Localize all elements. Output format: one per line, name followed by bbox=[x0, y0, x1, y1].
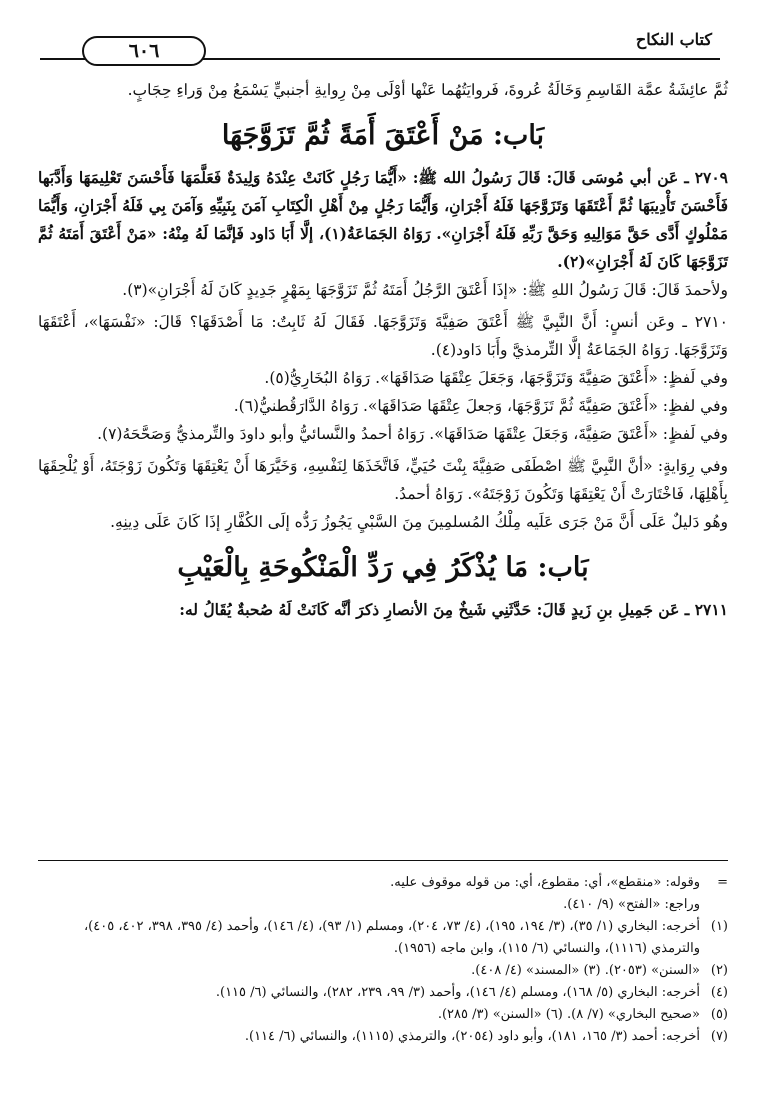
footnote-text: أخرجه: البخاري (١/ ٣٥)، (٣/ ١٩٤، ١٩٥)، (٤/ ٧٣، ٢٠٤)، ومسلم (١/ ٩٣)، (٤/ ١٤٦)، وأحمد (٤/ ٣٩٥، ٣٩٨، ٤٠٢، ٤٠٥)، والترمذي (١١١٦)، والنسائي (٦/ ١١٥)، وابن ماجه (١٩٥٦). bbox=[83, 919, 700, 956]
variant-wording-2: وفي لفظٍ: «أَعْتَقَ صَفِيَّةَ ثُمَّ تَزَوَّجَهَا، وَجعلَ عِتْقَهَا صَدَاقَهَا». رَوَاهُ الدَّارَقُطنيُّ(٦). bbox=[233, 397, 728, 415]
footnote-text: أخرجه: أحمد (٣/ ١٦٥، ١٨١)، وأبو داود (٢٠٥٤)، والترمذي (١١١٥)، والنسائي (٦/ ١١٤). bbox=[244, 1029, 700, 1044]
hadith-2710: ٢٧١٠ ـ وعَن أنسٍ: أَنَّ النَّبِيَّ ﷺ أَعْتَقَ صَفِيَّةَ وَتَزَوَّجَهَا. فَقَالَ لَهُ ثَابِتٌ: مَا أَصْدَقَهَا؟ قَالَ: «نَفْسَهَا»، أَعْتَقَهَا وَتَزَوَّجَهَا. رَوَاهُ الجَمَاعَةُ إلَّا التِّرمذيَّ وأَبَا دَاود(٤). bbox=[38, 313, 728, 359]
footnote bbox=[38, 894, 728, 916]
intro-paragraph: ثُمَّ عائِشَةُ عمَّة القَاسِمِ وَخَالَةُ عُروةَ، فَروايَتُهُما عَنْها أوْلَى مِنْ رِوايةِ أجنبيٍّ يَسْمَعُ مِنْ وَراءِ حِجَابٍ. bbox=[127, 81, 728, 99]
footnote-number: (٤) bbox=[710, 985, 728, 1000]
footnote bbox=[38, 872, 728, 894]
footnote-number: (٥) bbox=[710, 1007, 728, 1022]
footnote-text: «صحيح البخاري» (٧/ ٨). (٦) «السنن» (٣/ ٢٨٥). bbox=[437, 1007, 700, 1022]
footnote-number bbox=[700, 894, 728, 916]
footnote-text: «السنن» (٢٠٥٣). (٣) «المسند» (٤/ ٤٠٨). bbox=[471, 963, 700, 978]
footnote-separator bbox=[38, 860, 728, 861]
footnote-number: (٢) bbox=[710, 963, 728, 978]
main-text bbox=[38, 76, 728, 624]
footnote bbox=[38, 982, 728, 1004]
chapter-heading: بَاب: مَنْ أَعْتَقَ أَمَةً ثُمَّ تَزَوَّجَهَا bbox=[221, 120, 545, 151]
footnote bbox=[38, 960, 728, 982]
footnote-text: أخرجه: البخاري (٥/ ١٦٨)، ومسلم (٤/ ١٤٦)، وأحمد (٣/ ٩٩، ٢٣٩، ٢٨٢)، والنسائي (٦/ ١١٥). bbox=[215, 985, 700, 1000]
footnote bbox=[38, 916, 728, 960]
footnote-number: = bbox=[717, 875, 728, 890]
chapter-heading: بَاب: مَا يُذْكَرُ فِي رَدِّ الْمَنْكُوحَةِ بِالْعَيْبِ bbox=[177, 552, 589, 583]
footnote-number: (٧) bbox=[710, 1029, 728, 1044]
book-title: كتاب النكاح bbox=[635, 30, 712, 49]
footnote-text: وراجع: «الفتح» (٩/ ٤١٠). bbox=[563, 897, 700, 912]
footnote-text: وقوله: «منقطع»، أي: مقطوع، أي: من قوله موقوف عليه. bbox=[390, 875, 700, 890]
page-number: ٦٠٦ bbox=[82, 36, 206, 66]
page-header bbox=[40, 28, 720, 68]
ahmad-paragraph: ولأحمدَ قَالَ: قَالَ رَسُولُ اللهِ ﷺ: «إذَا أَعْتَقَ الرَّجُلُ أَمَتَهُ ثُمَّ تَزَوَّجَهَا بِمَهْرٍ جَدِيدٍ كَانَ لَهُ أَجْرَانِ»(٣). bbox=[122, 281, 728, 299]
footnotes bbox=[38, 872, 728, 1048]
footnote bbox=[38, 1004, 728, 1026]
footnote bbox=[38, 1026, 728, 1048]
evidence-paragraph: وهُو دَليلٌ عَلَى أَنَّ مَنْ جَرَى عَلَيه مِلْكُ المُسلمِينَ مِنَ السَّبْيِ يَجُوزُ رَدُّه إلَى الكُفَّارِ إذَا كَانَ عَلَى دِينِهِ. bbox=[110, 513, 728, 531]
narration-paragraph: وفي رِوَايةٍ: «أنَّ النَّبِيَّ ﷺ اصْطَفَى صَفِيَّةَ بِنْتَ حُيَيٍّ، فَاتَّخَذَهَا لِنَفْسِهِ، وَخَيَّرَهَا أَنْ يَعْتِقَهَا وَتَكُونَ زَوْجَتَهُ، أَوْ يُلْحِقَهَا بِأَهْلِهَا، فَاخْتَارَتْ أَنْ يَعْتِقَهَا وَتَكُونَ زَوْجَتَهُ». رَوَاهُ أحمدُ. bbox=[38, 457, 728, 503]
variant-wording-3: وفي لَفظٍ: «أَعْتَقَ صَفِيَّةَ، وَجَعَلَ عِتْقَهَا صَدَاقَهَا». رَوَاهُ أحمدُ والنَّسائيُّ وأبو داودَ والتِّرمذيُّ وَصَحَّحَهُ(٧). bbox=[97, 425, 728, 443]
variant-wording-1: وفي لَفظٍ: «أَعْتَقَ صَفِيَّةَ وَتَزَوَّجَهَا، وَجَعَلَ عِتْقَهَا صَدَاقَهَا». رَوَاهُ البُخَارِيُّ(٥). bbox=[264, 369, 728, 387]
hadith-2711: ٢٧١١ ـ عَن جَمِيلِ بنِ زَيدٍ قَالَ: حَدَّثَنِي شَيخٌ مِنَ الأنصارِ ذكرَ أنَّه كَانَتْ لَهُ صُحبةٌ يُقَالُ له: bbox=[179, 600, 728, 619]
hadith-2709: ٢٧٠٩ ـ عَن أبي مُوسَى قَالَ: قَالَ رَسُولُ الله ﷺ: «أَيُّمَا رَجُلٍ كَانَتْ عِنْدَهُ وَلِيدَةٌ فَعَلَّمَهَا فَأَحْسَنَ تَعْلِيمَهَا وَأَدَّبَها فَأَحْسَنَ تَأْدِيبَهَا ثُمَّ أَعْتَقَهَا وَتَزَوَّجَهَا فَلَهُ أَجْرَانِ، وَأَيُّمَا رَجُلٍ مِنْ أَهْلِ الْكِتَابِ آمَنَ بِنَبِيِّهِ وَآمَنَ بِي فَلَهُ أَجْرَانِ، وَأَيُّمَا مَمْلُوكٍ أَدَّى حَقَّ مَوَالِيهِ وَحَقَّ رَبِّهِ فَلَهُ أَجْرَانِ». رَوَاهُ الجَمَاعَةُ(١)، إلَّا أَبَا دَاود فَإنَّمَا لَهُ مِنْهُ: «مَنْ أَعْتَقَ أَمَتَهُ ثُمَّ تَزَوَّجَهَا كَانَ لَهُ أَجْرَانِ»(٢). bbox=[38, 168, 729, 271]
footnote-number: (١) bbox=[710, 919, 728, 934]
